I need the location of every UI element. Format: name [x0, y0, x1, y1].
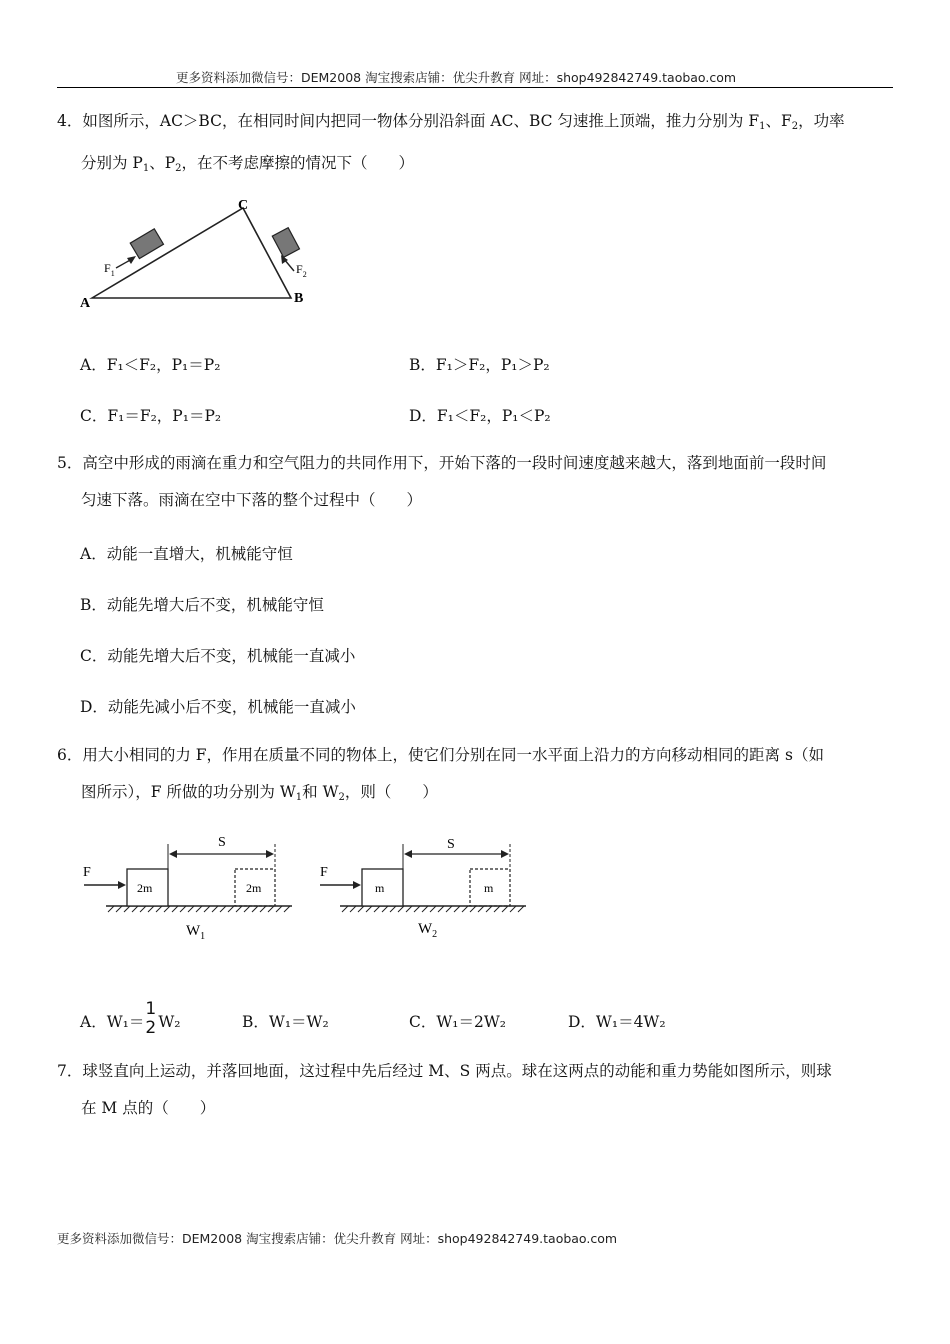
page-header: 更多资料添加微信号：DEM2008 淘宝搜索店铺：优尖升教育 网址：shop492842749.taobao.com: [176, 70, 737, 85]
q6-option-b: B．W₁＝W₂: [242, 1013, 329, 1031]
question-6: [57, 737, 893, 816]
q5-option-b: B．动能先增大后不变，机械能守恒: [80, 596, 324, 614]
q6-option-d: D．W₁＝4W₂: [568, 1013, 666, 1031]
work-diagram-w2: [318, 830, 538, 945]
svg-text:F: F: [83, 865, 91, 880]
work-diagram-w1: [78, 830, 298, 945]
question-5: [57, 445, 893, 519]
label-f1: $F_1$: [104, 261, 115, 278]
q4-option-d: D．F₁＜F₂，P₁＜P₂: [409, 407, 551, 425]
q5-option-d: D．动能先减小后不变，机械能一直减小: [80, 698, 356, 716]
vertex-a: A: [80, 296, 91, 311]
svg-text:m: m: [375, 881, 385, 895]
question-7: [57, 1053, 893, 1127]
question-6-line-1: 6．用大小相同的力 F，作用在质量不同的物体上，使它们分别在同一水平面上沿力的方向移动相同的距离 s（如: [57, 746, 824, 764]
svg-text:m: m: [484, 881, 494, 895]
question-7-line-2: 在 M 点的（ ）: [81, 1099, 216, 1117]
q5-option-c: C．动能先增大后不变，机械能一直减小: [80, 647, 356, 665]
q5-option-a: A．动能一直增大，机械能守恒: [80, 545, 293, 563]
question-5-line-1: 5．高空中形成的雨滴在重力和空气阻力的共同作用下，开始下落的一段时间速度越来越大，落到地面前一段时间: [57, 454, 827, 472]
question-4-line-2: 分别为 $P_1$、$P_2$，在不考虑摩擦的情况下（ ）: [81, 154, 415, 174]
header-rule: [57, 87, 893, 88]
question-4-line-1: 4．如图所示，AC＞BC，在相同时间内把同一物体分别沿斜面 AC、BC 匀速推上顶端，推力分别为 $F_1$、$F_2$，功率: [57, 112, 845, 132]
block-on-bc: [272, 228, 299, 258]
vertex-b: B: [294, 291, 304, 306]
question-4: [57, 103, 893, 187]
q6-option-c: C．W₁＝2W₂: [409, 1013, 507, 1031]
q4-option-c: C．F₁＝F₂，P₁＝P₂: [80, 407, 222, 425]
page-footer: 更多资料添加微信号：DEM2008 淘宝搜索店铺：优尖升教育 网址：shop492842749.taobao.com: [57, 1231, 618, 1246]
svg-text:S: S: [218, 835, 226, 850]
q4-option-a: A．F₁＜F₂，P₁＝P₂: [80, 356, 221, 374]
block-on-ac: [130, 229, 163, 259]
svg-text:S: S: [447, 837, 455, 852]
question-5-line-2: 匀速下落。雨滴在空中下落的整个过程中（ ）: [81, 491, 423, 509]
vertex-c: C: [238, 198, 249, 213]
svg-text:2m: 2m: [246, 881, 262, 895]
question-7-line-1: 7．球竖直向上运动，并落回地面，这过程中先后经过 M、S 两点。球在这两点的动能和重力势能如图所示，则球: [57, 1062, 832, 1080]
triangle-abc: [92, 208, 291, 298]
svg-text:2m: 2m: [137, 881, 153, 895]
incline-diagram: [78, 196, 318, 316]
label-w2: $W_2$: [418, 921, 438, 940]
q6-option-a: A．W₁＝ 1 2 W₂: [80, 999, 181, 1038]
svg-text:F: F: [320, 865, 328, 880]
question-6-line-2: 图所示），F 所做的功分别为 $W_1$和 $W_2$，则（ ）: [81, 783, 438, 803]
label-f2: $F_2$: [296, 262, 307, 279]
q4-option-b: B．F₁＞F₂，P₁＞P₂: [409, 356, 550, 374]
label-w1: $W_1$: [186, 923, 206, 942]
